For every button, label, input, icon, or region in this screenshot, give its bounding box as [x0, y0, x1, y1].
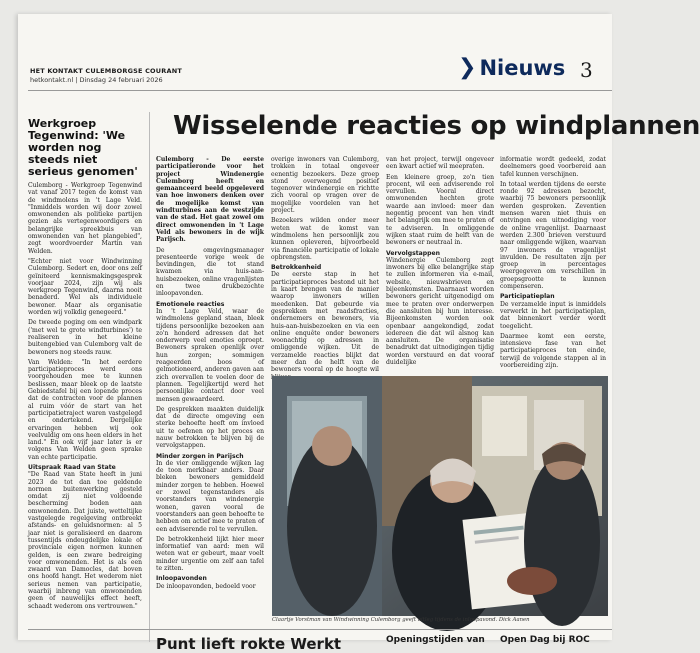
next-article-headline: Open Dag bij ROC: [500, 635, 590, 645]
side-headline: Werkgroep Tegenwind: 'We worden nog steeds niet serieus genomen': [28, 117, 138, 178]
paragraph: Windenergie Culemborg zegt inwoners bij elke belangrijke stap te zullen informeren via e-mail, website, nieuwsbrieven en bijeenkomsten. Daarnaast worden bewoners gericht uitgenodigd om mee te praten over onderwerpen die aansluiten bij hun interesse. Bijeenkomsten worden ook openbaar aangekondigd, zodat iedereen die dat wil alsnog kan aansluiten. De organisatie benadrukt dat uitnodigingen tijdig worden verstuurd en dat vooraf duidelijke: [386, 256, 494, 367]
paragraph: In de vier omliggende wijken lag de toon merkbaar anders. Daar bleken bewoners gemiddeld minder zorgen te hebben. Hoewel er zowel tegenstanders als voorstanders van windenergie wonen, gaven vooral de voorstanders aan geen behoefte te hebben om actief mee te praten of een adviserende rol te vervullen.: [156, 459, 264, 533]
paragraph: Bezoekers wilden onder meer weten wat de komst van windmolens hen persoonlijk zou kunnen opleveren, bijvoorbeeld via financiële participatie of lokale opbrengsten.: [271, 217, 379, 261]
article-photo: [272, 376, 608, 616]
article-column-4: [500, 156, 606, 372]
paragraph: De inloopavonden, bedoeld voor: [156, 582, 256, 590]
article-column-3: [386, 156, 494, 369]
paragraph: De gesprekken maakten duidelijk dat de directe omgeving een sterke behoefte heeft om invloed uit te oefenen op het proces en nauw betrokken te blijven bij de vervolgstappen.: [156, 405, 264, 450]
side-article: [28, 118, 142, 613]
chevron-right-icon: ❯: [458, 55, 477, 80]
newspaper-page: [18, 14, 700, 653]
section-name: Nieuws: [479, 56, 566, 80]
paragraph: De eerste stap in het participatieproces bestond uit het in kaart brengen van de manier waarop inwoners willen meedenken. Dat gebeurde via gesprekken met raadsfracties, ondernemers en bewoners, via huis-aan-huisbezoeken en via een online enquête onder bewoners woonachtig op adressen in omliggende wijken. Uit de verzamelde reacties blijkt dat meer dan de helft van de bewoners vooral op de hoogte wil: [271, 271, 379, 374]
lead-paragraph: Culemborg - De eerste participatieronde voor het project Windenergie Culemborg heeft en gemaanceerd beeld opgeleverd van hoe inwoners denken over de mogelijke komst van windturbines aan de westzijde van de stad. Het gaat zowel om direct omwonenden in 't Lage Veld als bewoners in de wijk Parijsch.: [156, 156, 264, 244]
subheading: Betrokkenheid: [271, 264, 322, 272]
subheading: Participatieplan: [500, 293, 555, 301]
article-column-2: [271, 156, 379, 374]
paragraph: Een kleinere groep, zo'n tien procent, wil een adviserende rol vervullen. Vooral direct omwonenden hechten grote waarde aan invloed: meer dan negentig procent van hen vindt het belangrijk om mee te praten of te adviseren. In omliggende wijken staat ruim de helft van de bewoners er neutraal in.: [386, 173, 494, 247]
photo-illustration: [272, 376, 608, 616]
next-article-headline: Punt lieft rokte Werkt: [156, 635, 342, 653]
photo-caption: Claartje Vorstman van Windwinning Culemborg geeft uitleg tijdens de inloopavond. Dick Aanen: [272, 617, 530, 623]
paragraph: De verzamelde input is inmiddels verwerkt in het participatieplan, dat binnenkort verder wordt toegelicht.: [500, 300, 606, 330]
paragraph: informatie wordt gedeeld, zodat deelnemers goed voorbereid aan tafel kunnen verschijnen.: [500, 156, 606, 178]
page-number: 3: [580, 58, 593, 82]
section-label: [458, 56, 565, 80]
subheading: Emotionele reacties: [156, 300, 225, 308]
side-body: [28, 182, 142, 461]
main-headline: Wisselende reacties op windplannen: [173, 111, 700, 141]
subheading: Minder zorgen in Parijsch: [156, 452, 244, 460]
masthead-title: HET KONTAKT CULEMBORGSE COURANT: [30, 67, 182, 75]
paragraph: "De Raad van State heeft in juni 2023 de tot dan toe geldende normen buitenwerking gesteld omdat zij niet voldoende bescherming boden aan omwonenden. Dat juiste, wetteltijke vastgelegde regelgeving ontbreekt afstands- en geluidsnormen: al 5 jaar niet is geralisieerd en daarom tussentijds ondeugdelijke lokale of provinciale eigen normen kunnen gelden, is een zware bedreiging voor omwonenden. Het is als een zwaard van Damocles, dat boven ons hoofd hangt. Het wederom niet serieus nemen van participatie, waarbij inbreng van omwonenden geen of nauwelijks effect heeft, schaadt wederom ons vertrouwen.": [28, 471, 142, 610]
column-divider: [149, 112, 150, 642]
paragraph: van het project, terwijl ongeveer een kwart actief wil meepraten.: [386, 156, 494, 171]
side-subhead: Uitspraak Raad van State: [28, 463, 116, 471]
article-column-1: [156, 156, 264, 593]
next-article-headline: Openingstijden van: [386, 635, 485, 645]
subheading: Inloopavonden: [156, 575, 207, 583]
paragraph: In 't Lage Veld, waar de windmolens gepland staan, bleek tijdens persoonlijke bezoeken aan zo'n honderd adressen dat het onderwerp veel emoties oproept. Bewoners spraken openlijk over hun zorgen; sommigen reageerden boos of gelmotioneerd, anderen gaven aan zich overvallen te voelen door de plannen. Tegelijkertijd werd het persoonlijke contact door veel mensen gewaardeerd.: [156, 307, 264, 403]
side-body-2: [28, 471, 142, 610]
divider: [28, 629, 612, 630]
subheading: Vervolgstappen: [386, 249, 440, 257]
masthead-date: hetkontakt.nl | Dinsdag 24 februari 2026: [30, 76, 163, 84]
paragraph: De betrokkenheid lijkt hier meer informatief van aard: men wil weten wat er gebeurt, maar voelt minder urgentie om zelf aan tafel te zitten.: [156, 535, 264, 573]
paragraph: overige inwoners van Culemborg, trokken in totaal ongeveer eenentig bezoekers. Deze groep stond overwegend positief tegenover windenergie en richtte zich vooral op vragen over de mogelijke voordelen van het project.: [271, 156, 379, 215]
paragraph: Daarmee komt een eerste, intensieve fase van het participatieproces ten einde, terwijl de volgende stappen al in voorbereiding zijn.: [500, 332, 606, 370]
paragraph: De omgevingsmanager presenteerde vorige week de bevindingen, die tot stand kwamen via huis-aan-huisbezoeken, online vragenlijsten en twee drukbezochte inloopavonden.: [156, 246, 264, 298]
paragraph: Van Welden: "In het eerdere participatieproces werd ons voorgehouden mee te kunnen beslissen, maar bleek op de laatste Gebiedstafel bij een lopende proces dat de contracten voor de plannen al ruim vóór de start van het participatietraject waren vastgelegd en ondertekend. Dergelijke ervaringen hebben wij ook veelvuldig om ons heen elders in het land." En ook vijf jaar later is er volgens Van Welden geen sprake van echte participatie.: [28, 358, 142, 461]
divider: [28, 90, 612, 91]
paragraph: Culemborg - Werkgroep Tegenwind vat vanaf 2017 tegen de komst van de windmolens in 't Lage Veld. "Inmiddels worden wij door zowel omwonenden als politieke partijen gezien als vertegenwoordigers en belangrijke spreekbuis van omwonenden van het plangebied", zegt woordvoerder Martin van Welden.: [28, 182, 142, 255]
paragraph: In totaal werden tijdens de eerste ronde 92 adressen bezocht, waarbij 75 bewoners persoonlijk werden gesproken. Zeventien mensen waren niet thuis en ontvingen een uitnodiging voor de online vragenlijst. Daarnaast werden 2.300 brieven verstuurd naar omliggende wijken, waarvan 97 inwoners de vragenlijst invulden. De resultaten zijn per groep in percentages weergegeven om verschillen in groepsgrootte te kunnen compenseren.: [500, 180, 606, 291]
paragraph: "Echter niet voor Windwinning Culemborg. Sedert en, door ons zelf geïniteerd kennismakingsgesprek voorjaar 2024, zijn wij als werkgroep Tegenwind, daarna nooit benaderd. Wel als individuele bewoner. Maar als organisatie worden wij volkdig genegeerd.": [28, 257, 142, 317]
paragraph: De tweede poging om een windpark ('met wel te grote windturbines') te realiseren in het kleine buitengebied van Culemborg valt de bewoners nog steeds rauw.: [28, 319, 142, 356]
